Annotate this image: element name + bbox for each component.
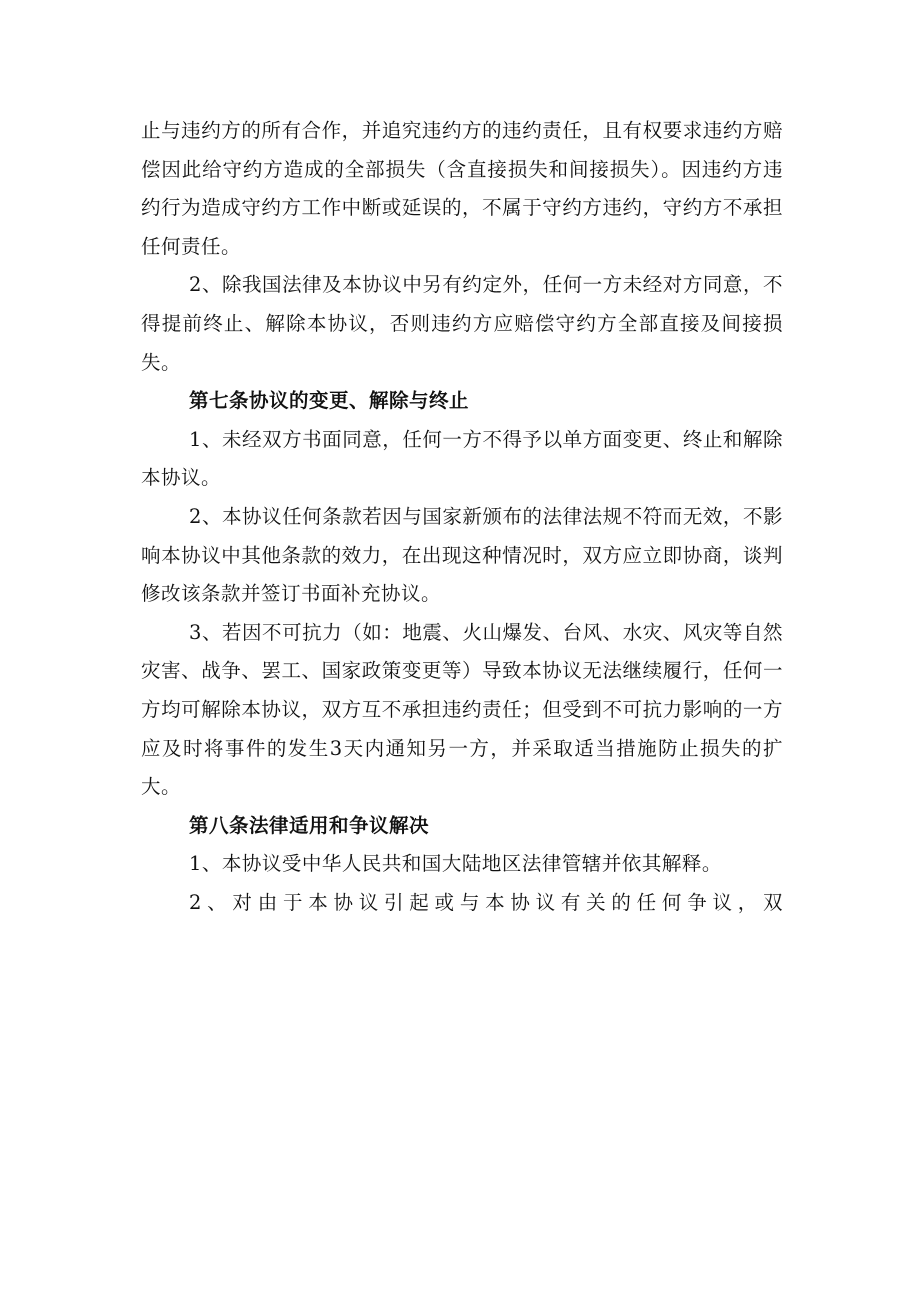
clause-7-item-2: 2、本协议任何条款若因与国家新颁布的法律法规不符而无效，不影响本协议中其他条款的效力，在出现这种情况时，双方应立即协商，谈判修改该条款并签订书面补充协议。 (141, 504, 783, 606)
clause-7-item-3: 3、若因不可抗力（如：地震、火山爆发、台风、水灾、风灾等自然灾害、战争、罢工、国家政策变更等）导致本协议无法继续履行，任何一方均可解除本协议，双方互不承担违约责任；但受到不可抗力影响的一方应及时将事件的发生3天内通知另一方，并采取适当措施防止损失的扩大。 (141, 620, 783, 799)
article-8-heading: 第八条法律适用和争议解决 (189, 813, 430, 837)
paragraph-continuation: 止与违约方的所有合作，并追究违约方的违约责任，且有权要求违约方赔偿因此给守约方造成的全部损失（含直接损失和间接损失）。因违约方违约行为造成守约方工作中断或延误的，不属于守约方违约，守约方不承担任何责任。 (141, 119, 783, 258)
clause-7-item-1: 1、未经双方书面同意，任何一方不得予以单方面变更、终止和解除本协议。 (141, 427, 783, 490)
clause-8-item-1: 1、本协议受中华人民共和国大陆地区法律管辖并依其解释。 (189, 852, 722, 876)
article-7-heading: 第七条协议的变更、解除与终止 (189, 389, 470, 413)
clause-8-item-2: 2、对由于本协议引起或与本协议有关的任何争议，双 (189, 890, 783, 914)
clause-6-item-2: 2、除我国法律及本协议中另有约定外，任何一方未经对方同意，不得提前终止、解除本协议，否则违约方应赔偿守约方全部直接及间接损失。 (141, 273, 783, 374)
document-body (141, 112, 783, 922)
